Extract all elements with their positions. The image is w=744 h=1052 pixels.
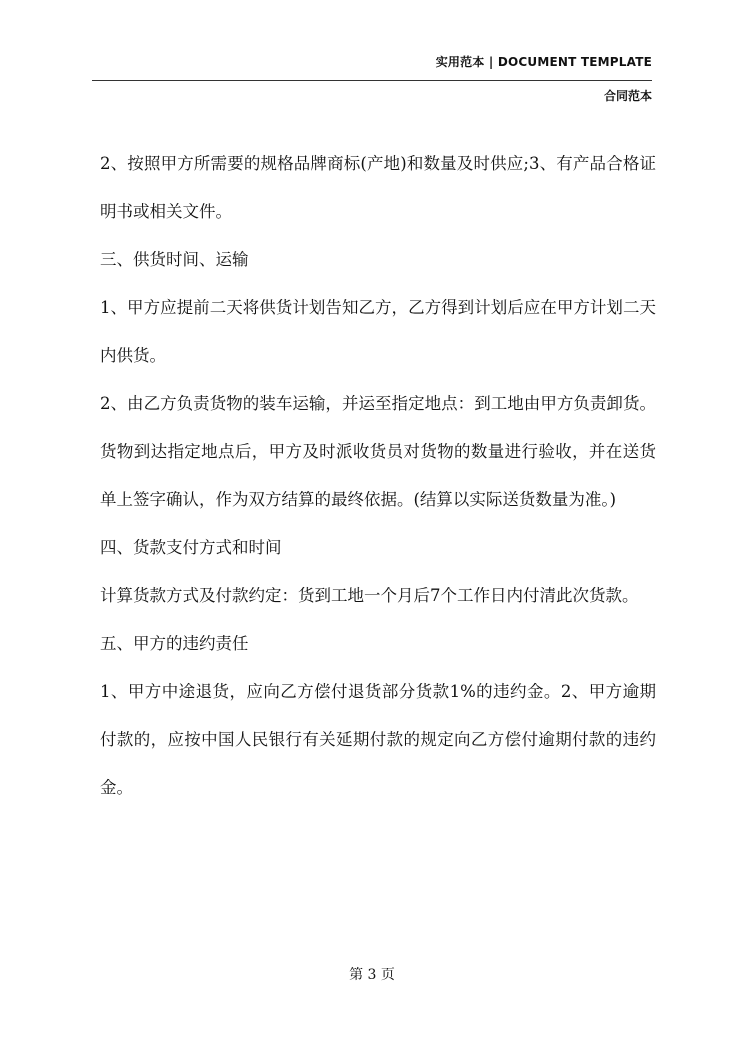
section-heading-liability: 五、甲方的违约责任 xyxy=(100,634,249,653)
paragraph-delivery-plan: 1、甲方应提前二天将供货计划告知乙方，乙方得到计划后应在甲方计划二天内供货。 xyxy=(100,298,656,365)
page-number: 第 3 页 xyxy=(349,967,395,983)
document-header-title: 实用范本 | DOCUMENT TEMPLATE xyxy=(435,55,652,69)
paragraph-liability-terms: 1、甲方中途退货，应向乙方偿付退货部分货款1%的违约金。2、甲方逾期付款的，应按中国人民银行有关延期付款的规定向乙方偿付逾期付款的违约金。 xyxy=(100,682,656,797)
section-heading-payment: 四、货款支付方式和时间 xyxy=(100,538,282,557)
document-category-label: 合同范本 xyxy=(603,89,652,103)
section-heading-delivery: 三、供货时间、运输 xyxy=(100,250,249,269)
paragraph-supply-terms: 2、按照甲方所需要的规格品牌商标(产地)和数量及时供应;3、有产品合格证明书或相关文件。 xyxy=(100,154,656,221)
contract-body xyxy=(100,140,656,812)
paragraph-payment-terms: 计算货款方式及付款约定：货到工地一个月后7个工作日内付清此次货款。 xyxy=(100,586,639,605)
paragraph-transport: 2、由乙方负责货物的装车运输，并运至指定地点：到工地由甲方负责卸货。货物到达指定地点后，甲方及时派收货员对货物的数量进行验收，并在送货单上签字确认，作为双方结算的最终依据。(结算以实际送货数量为准。) xyxy=(100,394,656,509)
header-divider xyxy=(92,80,652,81)
